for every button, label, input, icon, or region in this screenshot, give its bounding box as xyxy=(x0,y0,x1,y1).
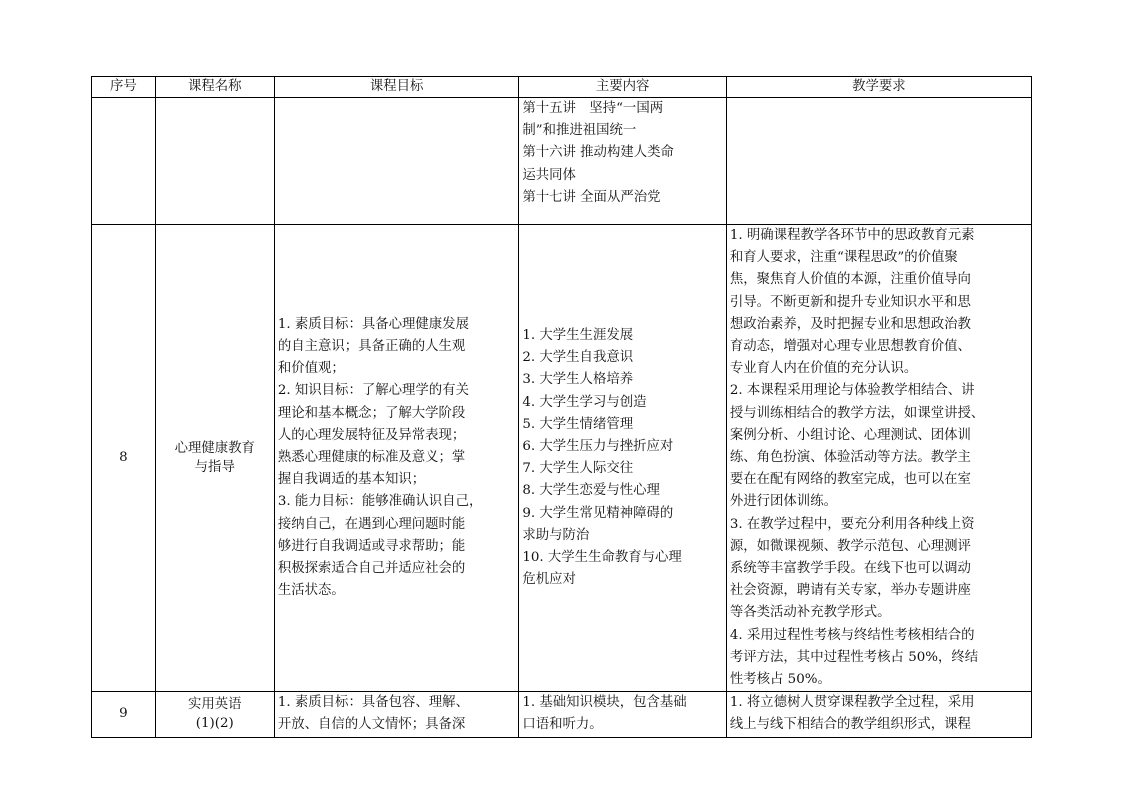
cell-text-line: 系统等丰富教学手段。在线下也可以调动 xyxy=(729,561,971,577)
cell-text-line: 开放、自信的人文情怀；具备深 xyxy=(277,717,466,733)
cell-text-line: 2. 知识目标：了解心理学的有关 xyxy=(277,383,469,399)
cell-text-line: 理论和基本概念；了解大学阶段 xyxy=(277,405,466,421)
cell-text-line: 案例分析、小组讨论、心理测试、团体训 xyxy=(729,427,971,443)
cell-text-line: 练、角色扮演、体验活动等方法。教学主 xyxy=(729,450,971,466)
cell-text-line: 够进行自我调适或寻求帮助；能 xyxy=(277,538,466,554)
cell-text-line: 等各类活动补充教学形式。 xyxy=(729,605,891,621)
row-course-goals xyxy=(274,692,519,737)
row-num xyxy=(92,98,156,225)
cell-text-line: 心理健康教育 xyxy=(174,441,255,457)
cell-text-line: 3. 大学生人格培养 xyxy=(522,372,634,388)
cell-text-line: 8. 大学生恋爱与性心理 xyxy=(522,483,660,499)
cell-text-line: 10. 大学生生命教育与心理 xyxy=(522,549,682,565)
cell-text-line: 2. 本课程采用理论与体验教学相结合、讲 xyxy=(729,383,975,399)
row-course-goals xyxy=(274,98,519,225)
cell-text-line: 育动态，增强对心理专业思想教育价值、 xyxy=(729,339,971,355)
cell-text-line: 1. 素质目标：具备心理健康发展 xyxy=(277,316,469,332)
row-course-goals xyxy=(274,225,519,692)
cell-text-line: 授与训练相结合的教学方法，如课堂讲授、 xyxy=(729,405,985,421)
cell-text-line: 3. 能力目标：能够准确认识自己， xyxy=(277,494,483,510)
cell-text-line: 运共同体 xyxy=(522,167,576,183)
cell-text-line: 第十六讲 推动构建人类命 xyxy=(522,145,674,161)
cell-text-line: 源，如微课视频、教学示范包、心理测评 xyxy=(729,538,971,554)
cell-text-line: 接纳自己，在遇到心理问题时能 xyxy=(277,516,466,532)
cell-text-line: 和价值观； xyxy=(277,361,345,377)
cell-text-line: 制”和推进祖国统一 xyxy=(522,123,637,139)
cell-text-line: (1)(2) xyxy=(195,716,234,732)
cell-text-line: 和育人要求，注重“课程思政”的价值聚 xyxy=(729,250,958,266)
row-course-name xyxy=(155,98,274,225)
cell-text-line: 1. 素质目标：具备包容、理解、 xyxy=(277,695,469,711)
row-course-name xyxy=(155,225,274,692)
cell-text-line: 线上与线下相结合的教学组织形式，课程 xyxy=(729,717,971,733)
course-table xyxy=(91,76,1032,738)
row-course-name xyxy=(155,692,274,737)
row-main-content xyxy=(519,692,727,737)
cell-text-line: 1. 将立德树人贯穿课程教学全过程，采用 xyxy=(729,695,975,711)
cell-text-line: 2. 大学生自我意识 xyxy=(522,350,634,366)
cell-text-line: 4. 大学生学习与创造 xyxy=(522,394,647,410)
cell-text-line: 1. 大学生生涯发展 xyxy=(522,327,634,343)
cell-text-line: 3. 在教学过程中，要充分利用各种线上资 xyxy=(729,516,975,532)
cell-text-line: 的自主意识；具备正确的人生观 xyxy=(277,339,466,355)
header-num: 序号 xyxy=(92,77,156,98)
row-num: 9 xyxy=(92,692,156,737)
cell-text-line: 生活状态。 xyxy=(277,583,345,599)
cell-text-line: 积极探索适合自己并适应社会的 xyxy=(277,561,466,577)
header-row xyxy=(92,77,1032,98)
header-main-content: 主要内容 xyxy=(519,77,727,98)
cell-text-line: 人的心理发展特征及异常表现； xyxy=(277,427,466,443)
cell-text-line: 握自我调适的基本知识； xyxy=(277,472,426,488)
cell-text-line: 性考核占 50%。 xyxy=(729,672,831,688)
header-course-goals: 课程目标 xyxy=(274,77,519,98)
cell-text-line: 9. 大学生常见精神障碍的 xyxy=(522,505,674,521)
row-main-content xyxy=(519,225,727,692)
cell-text-line: 1. 明确课程教学各环节中的思政教育元素 xyxy=(729,228,975,243)
cell-text-line: 危机应对 xyxy=(522,572,576,588)
cell-text-line: 外进行团体训练。 xyxy=(729,494,837,510)
cell-text-line: 引导。不断更新和提升专业知识水平和思 xyxy=(729,294,971,310)
header-course-name: 课程名称 xyxy=(155,77,274,98)
cell-text-line: 1. 基础知识模块，包含基础 xyxy=(522,695,687,711)
cell-text-line: 7. 大学生人际交往 xyxy=(522,461,634,477)
cell-text-line: 6. 大学生压力与挫折应对 xyxy=(522,438,674,454)
cell-text-line: 口语和听力。 xyxy=(522,717,603,733)
cell-text-line: 4. 采用过程性考核与终结性考核相结合的 xyxy=(729,627,975,643)
cell-text-line: 求助与防治 xyxy=(522,527,590,543)
cell-text-line: 专业育人内在价值的充分认识。 xyxy=(729,361,918,377)
row-teaching-requirements xyxy=(726,98,1031,225)
cell-text-line: 第十五讲 坚持“一国两 xyxy=(522,101,664,116)
cell-text-line: 5. 大学生情绪管理 xyxy=(522,416,634,432)
cell-text-line: 想政治素养，及时把握专业和思想政治教 xyxy=(729,316,971,332)
row-num: 8 xyxy=(92,225,156,692)
cell-text-line: 要在在配有网络的教室完成，也可以在室 xyxy=(729,472,971,488)
cell-text-line: 实用英语 xyxy=(187,697,242,713)
cell-text-line: 社会资源，聘请有关专家，举办专题讲座 xyxy=(729,583,971,599)
cell-text-line: 焦，聚焦育人价值的本源，注重价值导向 xyxy=(729,272,971,288)
row-teaching-requirements xyxy=(726,225,1031,692)
row-teaching-requirements xyxy=(726,692,1031,737)
cell-text-line: 第十七讲 全面从严治党 xyxy=(522,189,661,205)
cell-text-line: 熟悉心理健康的标准及意义；掌 xyxy=(277,450,466,466)
table-row xyxy=(92,225,1032,692)
row-main-content xyxy=(519,98,727,225)
cell-text-line: 考评方法，其中过程性考核占 50%，终结 xyxy=(729,649,979,665)
table-row xyxy=(92,98,1032,225)
cell-text-line: 与指导 xyxy=(194,460,235,476)
header-teaching-requirements: 教学要求 xyxy=(726,77,1031,98)
table-row xyxy=(92,692,1032,737)
